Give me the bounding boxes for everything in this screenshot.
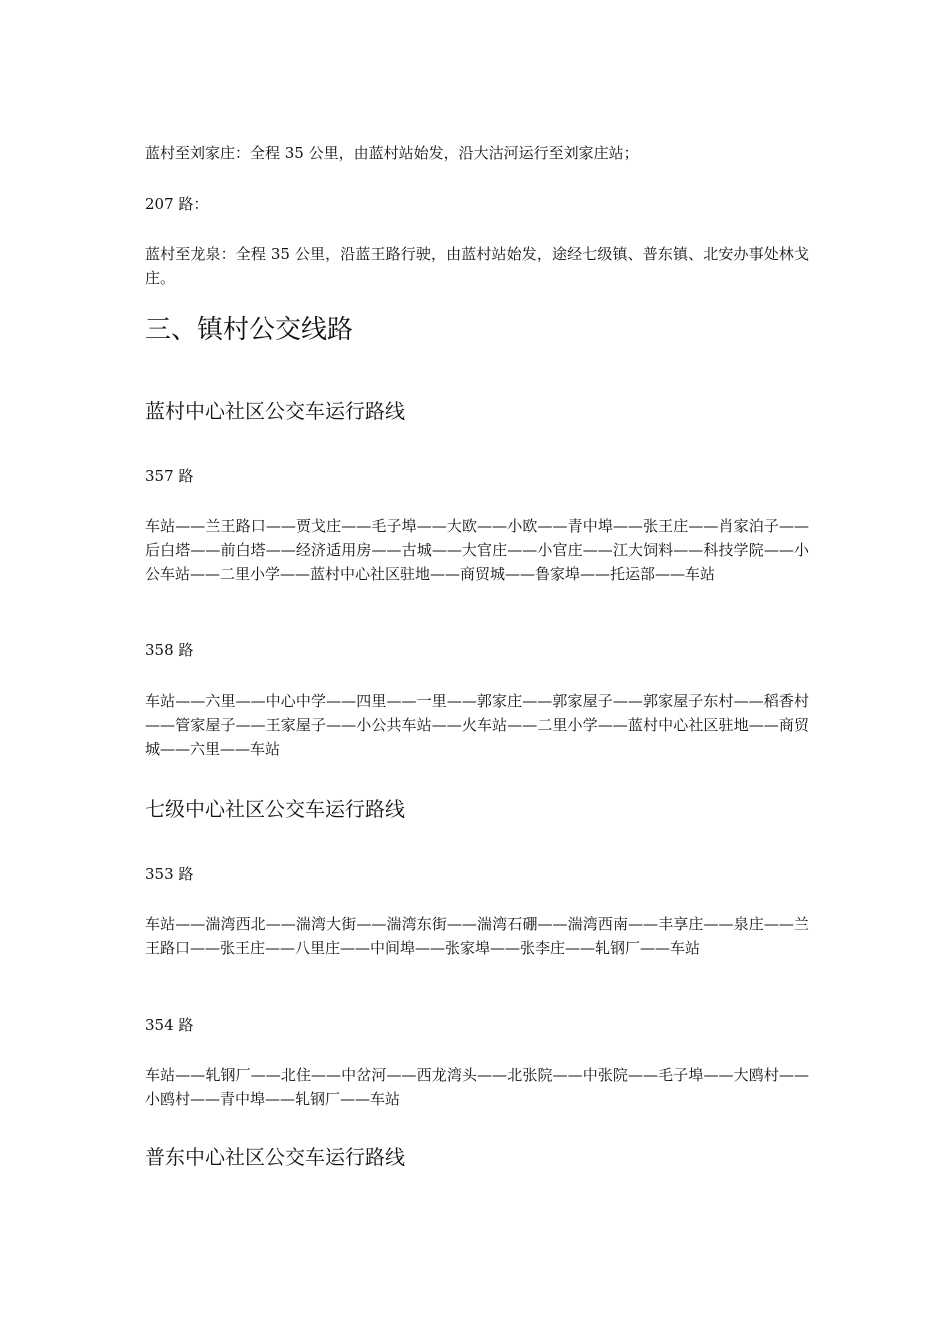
route-358-label: 358 路: [145, 641, 194, 659]
route-354-stops: 车站——轧钢厂——北住——中岔河——西龙湾头——北张院——中张院——毛子埠——大鸥村——小鸥村——青中埠——轧钢厂——车站: [145, 1066, 809, 1108]
lancun-section-heading: 蓝村中心社区公交车运行路线: [145, 399, 405, 423]
qiji-section-heading: 七级中心社区公交车运行路线: [145, 797, 405, 821]
route-liujiazhuang-text: 蓝村至刘家庄：全程 35 公里，由蓝村站始发，沿大沽河运行至刘家庄站；: [145, 144, 639, 162]
route-longquan-text: 蓝村至龙泉：全程 35 公里，沿蓝王路行驶，由蓝村站始发，途经七级镇、普东镇、北安办事处林戈庄。: [145, 245, 809, 287]
route-357-stops: 车站——兰王路口——贾戈庄——毛子埠——大欧——小欧——青中埠——张王庄——肖家泊子——后白塔——前白塔——经济适用房——古城——大官庄——小官庄——江大饲料——科技学院——小公车站——二里小学——蓝村中心社区驻地——商贸城——鲁家埠——托运部——车站: [145, 517, 809, 583]
route-353-label: 353 路: [145, 865, 194, 883]
route-358-stops: 车站——六里——中心中学——四里——一里——郭家庄——郭家屋子——郭家屋子东村——稻香村——管家屋子——王家屋子——小公共车站——火车站——二里小学——蓝村中心社区驻地——商贸城——六里——车站: [145, 692, 809, 758]
section-three-heading: 三、镇村公交线路: [145, 315, 354, 345]
route-357-label: 357 路: [145, 467, 194, 485]
route-354-label: 354 路: [145, 1016, 194, 1034]
pudong-section-heading: 普东中心社区公交车运行路线: [145, 1145, 405, 1169]
route-207-label: 207 路：: [145, 195, 209, 213]
route-353-stops: 车站——湍湾西北——湍湾大街——湍湾东街——湍湾石硼——湍湾西南——丰享庄——泉庄——兰王路口——张王庄——八里庄——中间埠——张家埠——张李庄——轧钢厂——车站: [145, 915, 809, 957]
